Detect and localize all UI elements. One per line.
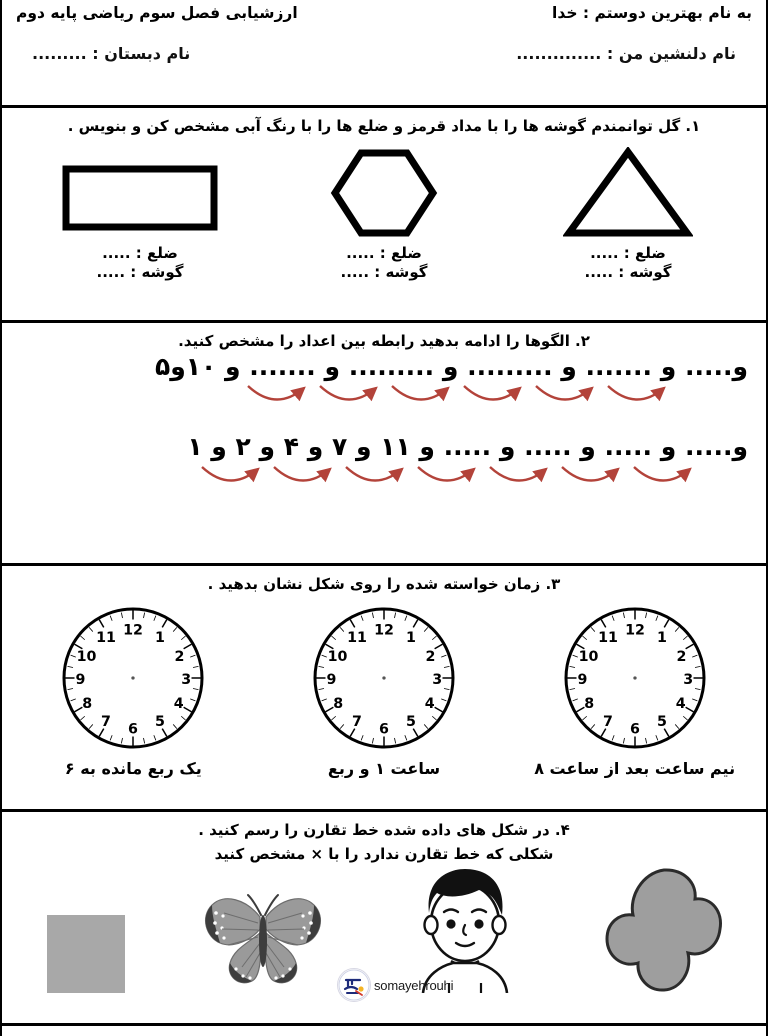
triangle-icon (563, 147, 693, 239)
svg-text:4: 4 (424, 696, 435, 712)
clock-face-icon[interactable] (58, 603, 208, 753)
hexagon-icon (329, 147, 439, 239)
rectangle-figure (60, 145, 220, 240)
question-2-prompt: ۲. الگوها را ادامه بدهید رابطه بین اعداد را مشخص کنید. (178, 332, 590, 350)
school-name-field[interactable]: نام دبستان : ......... (32, 44, 191, 63)
arc-arrows-icon (228, 378, 748, 418)
svg-text:12: 12 (123, 622, 144, 639)
logo-glyph-icon (338, 969, 370, 1001)
question-3-section (2, 566, 766, 812)
question-1-prompt: ۱. گل توانمندم گوشه ها را با مداد قرمز و ضلع ها را با رنگ آبی مشخص کن و بنویس . (67, 117, 701, 135)
shape-cell-triangle (528, 145, 728, 282)
butterfly-icon[interactable] (198, 883, 328, 993)
triangle-corner-label: گوشه : ..... (584, 262, 672, 281)
svg-text:4: 4 (174, 696, 185, 712)
arc-arrows-icon (188, 459, 748, 499)
question-4-section (2, 812, 766, 1026)
question-3-prompt: ۳. زمان خواسته شده را روی شکل نشان بدهید . (207, 575, 561, 593)
clock-cell-1 (510, 603, 760, 778)
hexagon-corner-label: گوشه : ..... (340, 262, 428, 281)
svg-text:5: 5 (406, 714, 416, 730)
pattern-block-1 (2, 354, 766, 422)
rectangle-labels (97, 244, 184, 282)
figure-cell-blob (602, 867, 722, 993)
shape-cell-hexagon (284, 145, 484, 282)
svg-text:2: 2 (425, 648, 436, 665)
pattern-1-sequence[interactable]: و..... و ....... و ......... و ......... و ....... و ۱۰و۵ (154, 352, 748, 381)
triangle-labels (585, 244, 672, 282)
svg-text:9: 9 (75, 672, 86, 688)
rectangle-corner-label: گوشه : ..... (96, 262, 184, 281)
shape-row (2, 139, 766, 282)
svg-text:6: 6 (379, 721, 389, 738)
svg-text:4: 4 (675, 696, 686, 712)
rectangle-side-label: ضلع : ..... (102, 244, 178, 262)
hexagon-side-label: ضلع : ..... (346, 244, 422, 262)
svg-text:1: 1 (406, 630, 416, 646)
svg-text:10: 10 (327, 648, 348, 665)
clock-row (2, 597, 766, 778)
pattern-2-sequence[interactable]: و..... و ..... و ..... و ..... و ۱۱ و ۷ و ۴ و ۲ و ۱ (187, 432, 748, 462)
question-4-prompt-line1: ۴. در شکل های داده شده خط تقارن را رسم کنید . (198, 821, 570, 839)
svg-text:6: 6 (128, 721, 139, 738)
svg-text:2: 2 (174, 648, 185, 665)
figure-cell-butterfly (198, 867, 328, 993)
svg-text:3: 3 (682, 672, 693, 688)
svg-text:6: 6 (629, 721, 640, 738)
svg-text:7: 7 (602, 714, 613, 730)
clock-cell-2 (259, 603, 509, 778)
question-2-section (2, 323, 766, 566)
pattern-2-arrows (20, 459, 748, 503)
svg-text:1: 1 (656, 630, 667, 646)
exam-title: ارزشیابی فصل سوم ریاضی پایه دوم (16, 4, 298, 22)
gray-square-shape[interactable] (47, 915, 125, 993)
watermark-text: somayehrouhi (374, 977, 454, 993)
svg-text:3: 3 (181, 672, 192, 688)
worksheet-header (2, 0, 766, 108)
svg-text:11: 11 (96, 630, 117, 646)
svg-text:10: 10 (76, 648, 97, 665)
svg-text:11: 11 (347, 630, 367, 646)
student-name-field[interactable]: نام دلنشین من : .............. (516, 44, 736, 63)
svg-text:10: 10 (578, 648, 599, 665)
basmala-text: به نام بهترین دوستم : خدا (552, 4, 752, 22)
blob-icon[interactable] (602, 867, 722, 993)
svg-text:2: 2 (676, 648, 687, 665)
triangle-figure (563, 145, 693, 240)
svg-text:3: 3 (432, 672, 443, 688)
clock-caption-2: ساعت ۱ و ربع (327, 759, 441, 778)
clock-face-icon[interactable] (560, 603, 710, 753)
logo-icon (337, 968, 371, 1002)
clock-cell-3 (8, 603, 258, 778)
svg-text:12: 12 (624, 622, 645, 639)
clock-caption-1: نیم ساعت بعد از ساعت ۸ (534, 759, 736, 778)
pattern-1-arrows (20, 378, 748, 422)
clock-caption-3: یک ربع مانده به ۶ (64, 759, 202, 778)
svg-text:5: 5 (155, 714, 166, 730)
pattern-block-2 (2, 434, 766, 502)
rectangle-icon (60, 147, 220, 239)
shape-cell-rectangle (40, 145, 240, 282)
figure-cell-square (47, 867, 125, 993)
question-1-section (2, 108, 766, 323)
triangle-side-label: ضلع : ..... (590, 244, 666, 262)
svg-text:5: 5 (656, 714, 667, 730)
svg-text:8: 8 (333, 696, 344, 712)
svg-text:7: 7 (352, 714, 362, 730)
svg-text:8: 8 (583, 696, 594, 712)
watermark (337, 968, 453, 1002)
svg-text:8: 8 (82, 696, 93, 712)
clock-face-icon[interactable] (309, 603, 459, 753)
svg-text:9: 9 (577, 672, 588, 688)
hexagon-labels (341, 244, 428, 282)
svg-text:12: 12 (374, 622, 394, 639)
question-4-prompt-line2: شکلی که خط تقارن ندارد را با × مشخص کنید (214, 845, 554, 863)
hexagon-figure (329, 145, 439, 240)
svg-text:1: 1 (155, 630, 166, 646)
svg-text:7: 7 (101, 714, 112, 730)
svg-text:11: 11 (597, 630, 618, 646)
svg-text:9: 9 (326, 672, 337, 688)
